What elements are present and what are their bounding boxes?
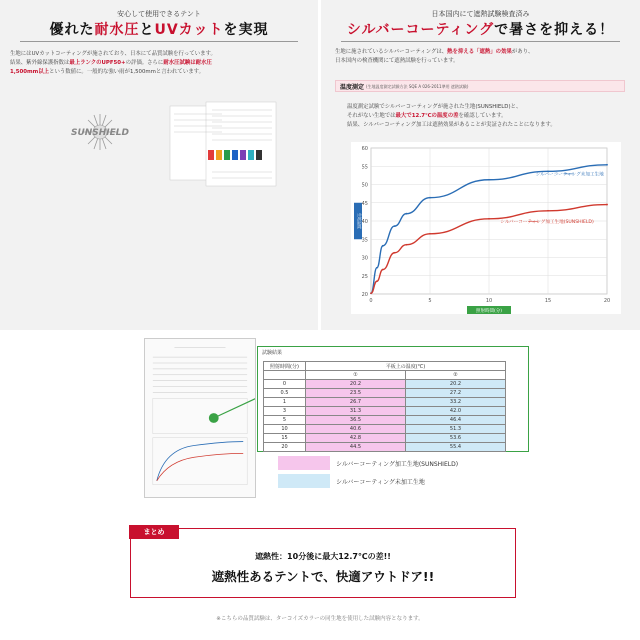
test-documents-image — [168, 100, 280, 190]
chart-y-tick-label: 40 — [361, 219, 368, 225]
chart-point — [547, 210, 549, 212]
chart-y-tick-label: 60 — [361, 146, 368, 152]
chart-y-tick-label: 20 — [361, 292, 368, 298]
table-cell: 44.5 — [306, 443, 406, 452]
right-body-bottom: 温度測定試験でシルバーコーティングが施された生地(SUNSHIELD)と、 それがない生地では最大で12.7℃の温度の差を確認しています。 結果、シルバーコーティング加工は遮熱効果があることが実証されたことになります。 — [347, 104, 556, 128]
footnote: ※こちらの品質試験は、ターコイズカラーの同生地を使用した試験内容となります。 — [216, 616, 424, 622]
chart-point — [370, 292, 372, 294]
table-cell: 53.6 — [406, 434, 506, 443]
chart-y-tick-label: 45 — [361, 200, 368, 207]
table-row — [264, 416, 506, 425]
table-cell: 26.7 — [306, 398, 406, 407]
table-cell: 51.3 — [406, 425, 506, 434]
table-cell: 20 — [264, 443, 306, 452]
right-title: シルバーコーティングで暑さを抑える！ — [346, 22, 615, 38]
measurement-strip — [335, 80, 625, 92]
table-row — [264, 434, 506, 443]
left-kicker: 安心して使用できるテント — [117, 10, 201, 18]
chart-point — [488, 179, 490, 181]
table-row — [264, 380, 506, 389]
table-row — [264, 425, 506, 434]
test-report-document — [144, 338, 256, 498]
table-cell: 0.5 — [264, 389, 306, 398]
table-cell: 55.4 — [406, 443, 506, 452]
left-title: 優れた耐水圧とUVカットを実現 — [49, 22, 269, 38]
chart-point — [382, 245, 384, 247]
table-row — [264, 443, 506, 452]
chart-x-tick-label: 20 — [603, 298, 611, 304]
table-cell: 42.0 — [406, 407, 506, 416]
table-row — [264, 389, 506, 398]
chart-point — [606, 164, 608, 166]
chart-y-tick-label: 55 — [361, 164, 368, 171]
chart-point — [394, 225, 396, 227]
right-body-top: 生地に施されているシルバーコーティングは、熱を抑える「遮熱」の効果があり、 日本国内の検査機関にて遮熱試験を行っています。 — [335, 49, 534, 64]
table-cell: 36.5 — [306, 416, 406, 425]
summary-line2: 遮熱性あるテントで、快適アウトドア!! — [211, 569, 435, 584]
legend-blue-label: シルバーコーティング未加工生地 — [336, 479, 425, 486]
chart-y-label: 生地温度 — [357, 213, 362, 229]
table-row — [264, 407, 506, 416]
svg-text:SUNSHIELD: SUNSHIELD — [70, 128, 130, 138]
summary-tag: まとめ — [129, 525, 179, 539]
chart-x-label: 照射時間(分) — [475, 309, 503, 314]
chart-point — [376, 280, 378, 282]
table-header-1: ① — [306, 371, 406, 380]
table-cell: 31.3 — [306, 407, 406, 416]
chart-point — [406, 244, 408, 246]
results-table-box — [257, 346, 529, 452]
temperature-chart — [351, 142, 621, 314]
table-row — [264, 398, 506, 407]
chart-series-label: シルバーコーティング加工生地(SUNSHIELD) — [500, 219, 594, 225]
chart-point — [394, 252, 396, 254]
table-cell: 5 — [264, 416, 306, 425]
table-header-2: ② — [406, 371, 506, 380]
chart-point — [429, 197, 431, 199]
summary-line1: 遮熱性：10分後に最大12.7℃の差!! — [255, 552, 391, 561]
legend-pink — [278, 456, 503, 470]
table-cell: 20.2 — [306, 380, 406, 389]
table-cell: 20.2 — [406, 380, 506, 389]
chart-x-tick-label: 5 — [428, 298, 432, 304]
results-label: 試験結果 — [262, 350, 283, 356]
chart-x-tick-label: 15 — [544, 298, 552, 304]
table-cell: 27.2 — [406, 389, 506, 398]
sunshield-logo — [50, 112, 150, 152]
left-panel — [0, 0, 318, 330]
chart-point — [376, 267, 378, 269]
table-cell: 15 — [264, 434, 306, 443]
chart-point — [406, 213, 408, 215]
chart-point — [382, 269, 384, 271]
left-divider — [20, 41, 298, 42]
summary-box — [130, 528, 516, 598]
strip-subtitle: (生地温度測定試験方法 SQE A 026-2011準用 遮熱試験) — [366, 84, 469, 89]
legend-pink-label: シルバーコーティング加工生地(SUNSHIELD) — [336, 461, 459, 468]
legend-blue — [278, 474, 503, 488]
strip-title: 温度測定 — [340, 84, 365, 91]
table-cell: 33.2 — [406, 398, 506, 407]
chart-y-tick-label: 35 — [361, 237, 368, 244]
chart-y-tick-label: 30 — [361, 255, 368, 262]
table-header-temp: 平板上の温度(℃) — [306, 362, 506, 371]
table-cell: 3 — [264, 407, 306, 416]
chart-y-tick-label: 50 — [361, 182, 368, 189]
table-cell: 42.8 — [306, 434, 406, 443]
table-cell: 40.6 — [306, 425, 406, 434]
left-body: 生地にはUVカットコーティングが施されており、日本にて品質試験を行っています。 結果、紫外線保護指数は最上ランクのUPF50+の評価。さらに耐水圧試験は耐水圧 1,500mm以上という数値に。一般的な強い雨が1,500mmと言われています。 — [10, 51, 216, 75]
chart-y-tick-label: 25 — [361, 273, 368, 280]
table-cell: 46.4 — [406, 416, 506, 425]
table-cell: 1 — [264, 398, 306, 407]
table-cell: 10 — [264, 425, 306, 434]
table-header-time: 照射時間(分) — [264, 362, 306, 371]
legend-swatch-blue — [278, 474, 330, 488]
table-cell: 0 — [264, 380, 306, 389]
right-kicker: 日本国内にて遮熱試験検査済み — [431, 10, 530, 18]
results-table — [263, 361, 506, 452]
chart-point — [488, 218, 490, 220]
right-divider — [341, 41, 620, 42]
chart-x-tick-label: 10 — [485, 298, 493, 304]
chart-point — [429, 233, 431, 235]
chart-point — [606, 204, 608, 206]
table-header-blank — [264, 371, 306, 380]
chart-series-label: シルバーコーティング未加工生地 — [535, 172, 604, 178]
temperature-chart-svg — [351, 142, 621, 314]
right-panel — [321, 0, 640, 330]
table-cell: 23.5 — [306, 389, 406, 398]
legend-swatch-pink — [278, 456, 330, 470]
chart-x-tick-label: 0 — [369, 298, 373, 304]
